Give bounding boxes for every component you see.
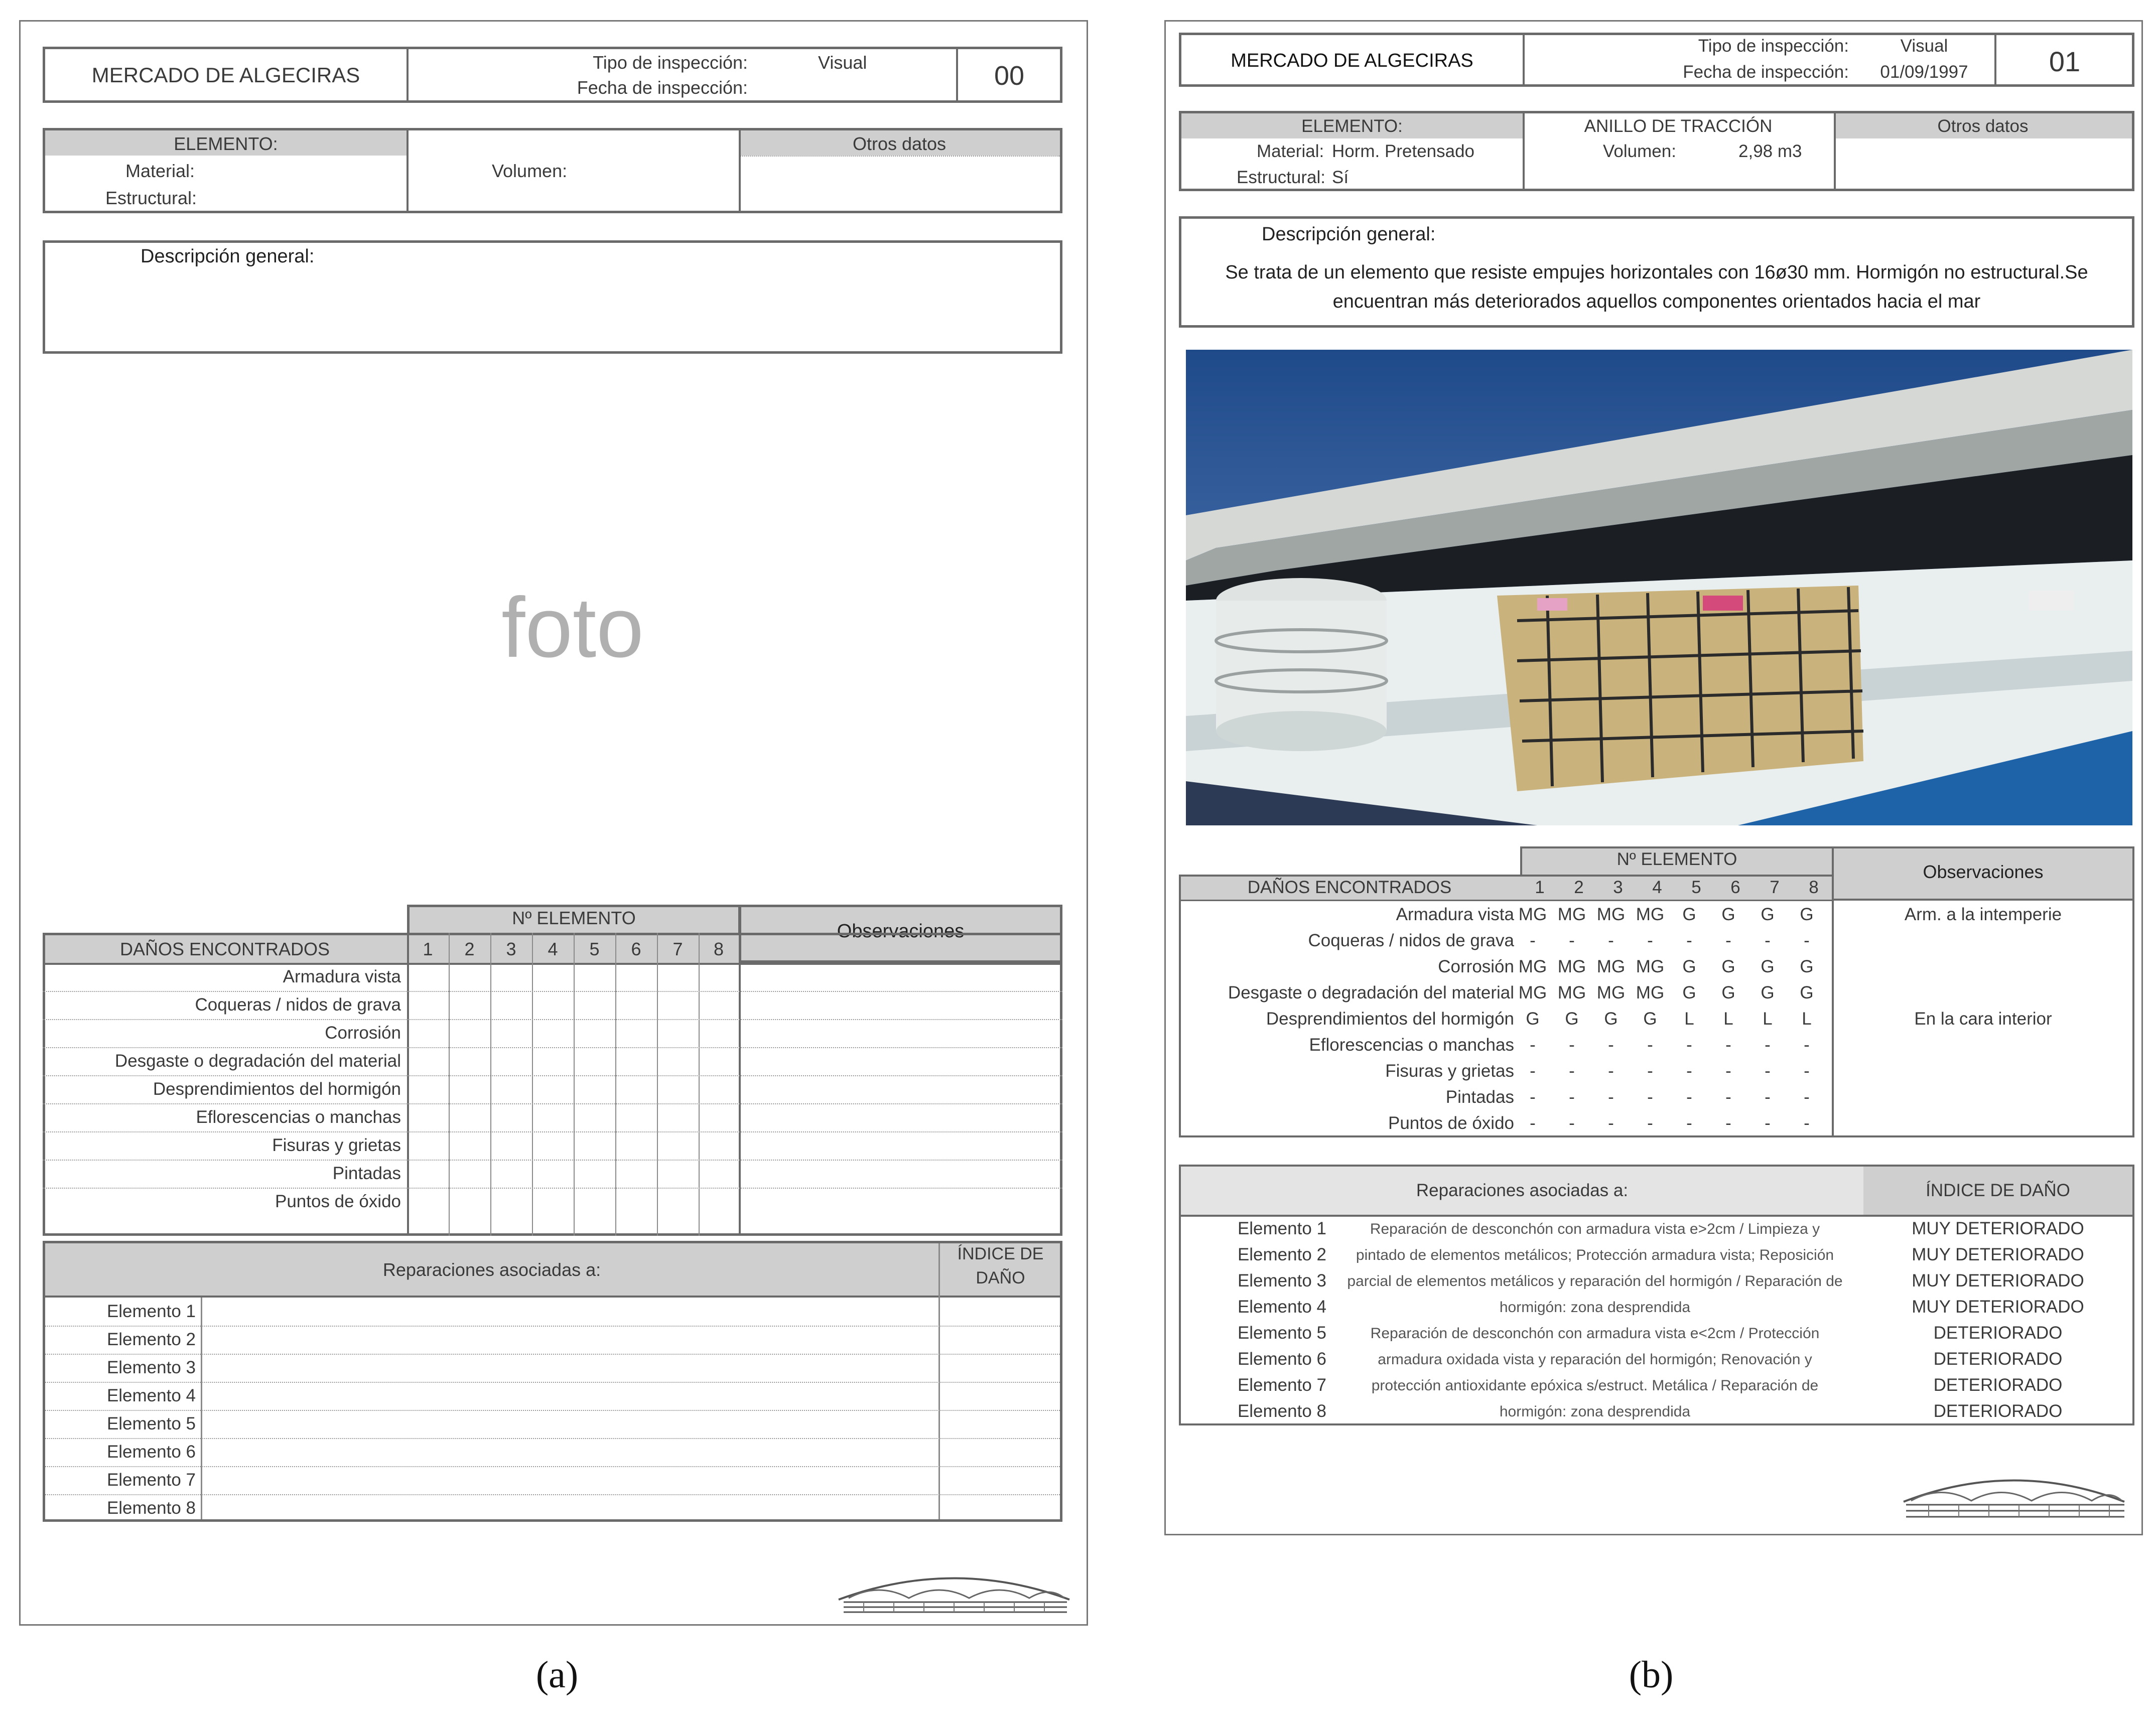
damage-index-value: MUY DETERIORADO: [1912, 1297, 2084, 1317]
sheet-number: 00: [994, 61, 1025, 91]
damage-index-value: DETERIORADO: [1933, 1375, 2063, 1395]
damage-grade-cell: -: [1530, 931, 1536, 950]
damage-grade-cell: G: [1643, 1009, 1657, 1029]
damage-grade-cell: -: [1725, 1113, 1731, 1133]
market-title: MERCADO DE ALGECIRAS: [1231, 50, 1473, 71]
damage-grade-cell: -: [1725, 1035, 1731, 1055]
damage-table: [43, 905, 1062, 1236]
repair-description-line: Reparación de desconchón con armadura vista e<2cm / Protección: [1370, 1325, 1820, 1342]
panel-caption-a: (a): [535, 1654, 579, 1696]
damage-grade-cell: -: [1725, 1087, 1731, 1107]
damage-grade-cell: MG: [1518, 905, 1547, 924]
element-box: [1179, 111, 2134, 191]
damage-grade-cell: -: [1804, 1035, 1810, 1055]
damage-grade-cell: -: [1765, 1113, 1771, 1133]
damage-grade-cell: -: [1608, 1087, 1614, 1107]
damage-grade-cell: -: [1530, 1035, 1536, 1055]
damage-grade-cell: -: [1804, 1061, 1810, 1081]
damage-grade-cell: -: [1686, 931, 1692, 950]
damage-grade-cell: G: [1761, 905, 1775, 924]
damage-grade-cell: -: [1686, 1113, 1692, 1133]
index-header-label: ÍNDICE DE DAÑO: [1926, 1181, 2070, 1200]
volumen-value: 2,98 m3: [1738, 141, 1802, 161]
repair-element-label: Elemento 8: [1237, 1401, 1326, 1421]
damage-grade-cell: -: [1608, 931, 1614, 950]
damage-row-label: Puntos de óxido: [1388, 1113, 1514, 1133]
damage-row-label: Pintadas: [1445, 1087, 1514, 1107]
repair-element-label: Elemento 2: [106, 1330, 196, 1349]
estructural-label: Estructural:: [105, 188, 197, 208]
damage-grade-cell: G: [1721, 905, 1735, 924]
col-number: 5: [589, 939, 600, 959]
damage-grade-cell: G: [1761, 983, 1775, 1002]
description-label: Descripción general:: [1262, 224, 1436, 245]
damage-grade-cell: G: [1682, 905, 1696, 924]
col-number: 6: [1730, 878, 1740, 897]
damage-row-label: Eflorescencias o manchas: [196, 1107, 401, 1127]
damage-grade-cell: MG: [1557, 957, 1586, 976]
repair-description-line: armadura oxidada vista y reparación del hormigón; Renovación y: [1378, 1351, 1812, 1368]
damage-grade-cell: G: [1526, 1009, 1540, 1029]
otros-datos-label: Otros datos: [852, 133, 947, 154]
repair-rows: [1181, 1219, 2132, 1424]
observaciones-label: Observaciones: [837, 921, 965, 942]
damage-row-label: Coqueras / nidos de grava: [1308, 931, 1514, 950]
repair-element-label: Elemento 6: [1237, 1349, 1326, 1369]
col-number: 8: [713, 939, 724, 959]
col-number: 3: [1613, 878, 1623, 897]
damage-grade-cell: -: [1804, 931, 1810, 950]
damage-index-value: MUY DETERIORADO: [1912, 1271, 2084, 1290]
damage-grade-cell: G: [1721, 983, 1735, 1002]
repair-element-label: Elemento 5: [1237, 1323, 1326, 1343]
damage-grade-cell: L: [1684, 1009, 1694, 1029]
damage-grade-cell: -: [1569, 931, 1575, 950]
description-box: [43, 240, 1062, 354]
fecha-inspeccion-value: 01/09/1997: [1880, 62, 1968, 82]
damage-grade-cell: G: [1565, 1009, 1579, 1029]
element-label: ELEMENTO:: [174, 133, 278, 154]
damage-grade-cell: G: [1721, 957, 1735, 976]
description-text: encuentran más deteriorados aquellos componentes orientados hacia el mar: [1332, 291, 1981, 312]
tipo-inspeccion-value: Visual: [818, 52, 867, 73]
estructural-value: Sí: [1332, 168, 1349, 187]
damage-grade-cell: L: [1802, 1009, 1812, 1029]
repair-element-label: Elemento 1: [1237, 1219, 1326, 1238]
repair-element-label: Elemento 2: [1237, 1245, 1326, 1264]
damage-grade-cell: -: [1569, 1035, 1575, 1055]
repair-description-line: protección antioxidante epóxica s/estruct. Metálica / Reparación de: [1371, 1377, 1819, 1394]
photo-placeholder: foto: [501, 580, 644, 675]
damage-row-label: Eflorescencias o manchas: [1309, 1035, 1514, 1055]
repair-element-label: Elemento 1: [106, 1302, 196, 1321]
element-box: [43, 128, 1062, 213]
observaciones-label: Observaciones: [1923, 862, 2044, 882]
repairs-header-label: Reparaciones asociadas a:: [382, 1259, 601, 1280]
damage-row-label: Pintadas: [332, 1164, 401, 1183]
damage-grade-cell: -: [1647, 1035, 1653, 1055]
market-title: MERCADO DE ALGECIRAS: [91, 63, 360, 87]
otros-datos-label: Otros datos: [1937, 116, 2029, 136]
damage-grade-cell: -: [1725, 1061, 1731, 1081]
damage-grade-cell: MG: [1557, 983, 1586, 1002]
damage-grade-cell: -: [1765, 1061, 1771, 1081]
damage-grade-cell: -: [1686, 1087, 1692, 1107]
repair-element-label: Elemento 3: [1237, 1271, 1326, 1290]
damage-grade-cell: G: [1800, 905, 1814, 924]
repairs-table: [1179, 1165, 2134, 1425]
col-number: 8: [1809, 878, 1819, 897]
volumen-label: Volumen:: [1603, 141, 1676, 161]
damage-grade-cell: -: [1647, 1061, 1653, 1081]
damage-grade-cell: -: [1647, 1113, 1653, 1133]
damage-row-label: Desprendimientos del hormigón: [1266, 1009, 1514, 1029]
index-header-label: DAÑO: [976, 1268, 1025, 1287]
damage-index-value: MUY DETERIORADO: [1912, 1245, 2084, 1264]
damage-grade-cell: MG: [1518, 957, 1547, 976]
tipo-inspeccion-label: Tipo de inspección:: [1698, 36, 1849, 56]
market-building-logo: [1899, 1462, 2129, 1522]
repair-element-label: Elemento 4: [106, 1386, 196, 1405]
tipo-inspeccion-label: Tipo de inspección:: [593, 52, 748, 73]
damage-grade-cell: -: [1804, 1113, 1810, 1133]
repair-element-label: Elemento 3: [106, 1358, 196, 1377]
damage-grade-cell: -: [1608, 1035, 1614, 1055]
panel-caption-b: (b): [1629, 1654, 1674, 1696]
damage-grade-cell: -: [1765, 931, 1771, 950]
damage-grade-cell: -: [1569, 1113, 1575, 1133]
damage-row-label: Coqueras / nidos de grava: [195, 995, 401, 1015]
repair-description-line: Reparación de desconchón con armadura vista e>2cm / Limpieza y: [1370, 1221, 1820, 1237]
damage-index-value: DETERIORADO: [1933, 1401, 2063, 1421]
damage-row-label: Corrosión: [1438, 957, 1514, 976]
col-number: 7: [1770, 878, 1780, 897]
damage-grade-cell: G: [1604, 1009, 1618, 1029]
fecha-inspeccion-label: Fecha de inspección:: [577, 77, 748, 98]
repair-element-label: Elemento 5: [106, 1414, 196, 1433]
damage-grade-cell: -: [1804, 1087, 1810, 1107]
damage-grade-cell: -: [1647, 1087, 1653, 1107]
damage-row-label: Armadura vista: [283, 967, 401, 986]
num-elemento-label: Nº ELEMENTO: [512, 908, 636, 928]
damage-grade-cell: -: [1765, 1087, 1771, 1107]
num-elemento-label: Nº ELEMENTO: [1616, 849, 1737, 869]
damage-rows: [1179, 903, 2134, 1137]
col-number: 5: [1691, 878, 1701, 897]
damage-grade-cell: MG: [1636, 983, 1665, 1002]
material-value: Horm. Pretensado: [1332, 141, 1475, 161]
damage-grade-cell: MG: [1636, 957, 1665, 976]
damage-row-label: Fisuras y grietas: [1385, 1061, 1514, 1081]
col-number: 2: [464, 939, 475, 959]
damage-row-label: Fisuras y grietas: [272, 1135, 401, 1155]
repairs-header-label: Reparaciones asociadas a:: [1416, 1181, 1629, 1200]
damage-grade-cell: -: [1608, 1061, 1614, 1081]
damage-grade-cell: G: [1761, 957, 1775, 976]
damage-grade-cell: -: [1686, 1061, 1692, 1081]
col-number: 3: [506, 939, 516, 959]
inspection-sheet-b: [1164, 20, 2143, 1535]
element-photo: [1186, 350, 2132, 825]
damage-grade-cell: -: [1530, 1087, 1536, 1107]
inspection-sheet-a: [19, 20, 1088, 1626]
damages-header-label: DAÑOS ENCONTRADOS: [119, 939, 330, 959]
damage-grade-cell: -: [1725, 931, 1731, 950]
damage-grade-cell: MG: [1518, 983, 1547, 1002]
damage-grade-cell: G: [1800, 983, 1814, 1002]
damage-index-value: DETERIORADO: [1933, 1349, 2063, 1369]
col-number: 1: [423, 939, 433, 959]
element-label: ELEMENTO:: [1301, 116, 1403, 136]
market-building-logo: [834, 1562, 1074, 1617]
fecha-inspeccion-label: Fecha de inspección:: [1683, 62, 1849, 82]
damage-grade-cell: -: [1608, 1113, 1614, 1133]
col-number: 6: [631, 939, 641, 959]
damage-row-label: Desgaste o degradación del material: [1228, 983, 1514, 1002]
damage-index-value: MUY DETERIORADO: [1912, 1219, 2084, 1238]
damage-grade-cell: G: [1682, 983, 1696, 1002]
volumen-label: Volumen:: [492, 161, 568, 181]
damage-grade-cell: -: [1530, 1061, 1536, 1081]
damage-grade-cell: -: [1569, 1061, 1575, 1081]
col-number: 2: [1574, 878, 1584, 897]
damage-grade-cell: MG: [1636, 905, 1665, 924]
sheet-number: 01: [2049, 46, 2081, 77]
col-number: 7: [672, 939, 683, 959]
description-text: Se trata de un elemento que resiste empujes horizontales con 16ø30 mm. Hormigón no estructural.Se: [1225, 262, 2088, 283]
damage-grade-cell: L: [1763, 1009, 1773, 1029]
damage-row-label: Puntos de óxido: [275, 1192, 401, 1211]
index-header-label: ÍNDICE DE: [957, 1244, 1044, 1263]
damage-grade-cell: MG: [1596, 957, 1626, 976]
col-number: 4: [1652, 878, 1662, 897]
damage-row-label: Armadura vista: [1396, 905, 1514, 924]
repair-element-label: Elemento 4: [1237, 1297, 1326, 1317]
material-label: Material:: [125, 161, 195, 181]
damage-grade-cell: G: [1682, 957, 1696, 976]
damage-grade-cell: G: [1800, 957, 1814, 976]
repair-description-line: hormigón: zona desprendida: [1499, 1403, 1691, 1420]
repair-description-line: parcial de elementos metálicos y reparación del hormigón / Reparación de: [1347, 1273, 1843, 1289]
damage-grade-cell: MG: [1596, 905, 1626, 924]
description-label: Descripción general:: [141, 246, 315, 267]
damage-row-label: Desprendimientos del hormigón: [153, 1079, 401, 1099]
repair-description-line: hormigón: zona desprendida: [1499, 1299, 1691, 1316]
material-label: Material:: [1257, 141, 1324, 161]
damage-observation: En la cara interior: [1914, 1009, 2052, 1029]
damage-grade-cell: -: [1569, 1087, 1575, 1107]
repair-description-line: pintado de elementos metálicos; Protección armadura vista; Reposición: [1356, 1247, 1834, 1263]
repair-element-label: Elemento 6: [106, 1442, 196, 1462]
damage-grade-cell: -: [1686, 1035, 1692, 1055]
col-number: 4: [548, 939, 558, 959]
damage-grade-cell: -: [1530, 1113, 1536, 1133]
damage-row-label: Desgaste o degradación del material: [114, 1051, 401, 1071]
damage-index-value: DETERIORADO: [1933, 1323, 2063, 1343]
col-number: 1: [1535, 878, 1545, 897]
element-name: ANILLO DE TRACCIÓN: [1584, 116, 1773, 136]
damage-grade-cell: -: [1647, 931, 1653, 950]
repair-element-label: Elemento 7: [106, 1470, 196, 1490]
estructural-label: Estructural:: [1237, 168, 1325, 187]
description-box: [1179, 216, 2134, 328]
repair-element-label: Elemento 8: [106, 1498, 196, 1518]
damage-observation: Arm. a la intemperie: [1904, 905, 2062, 924]
tipo-inspeccion-value: Visual: [1900, 36, 1948, 56]
header-box: [1179, 33, 2134, 87]
damage-table: [1179, 846, 2134, 1137]
damage-grade-cell: MG: [1596, 983, 1626, 1002]
damage-grade-cell: MG: [1557, 905, 1586, 924]
damage-row-label: Corrosión: [325, 1023, 401, 1043]
damages-header-label: DAÑOS ENCONTRADOS: [1247, 878, 1452, 897]
header-box: [43, 47, 1062, 103]
damage-grade-cell: -: [1765, 1035, 1771, 1055]
damage-grade-cell: L: [1723, 1009, 1733, 1029]
repair-element-label: Elemento 7: [1237, 1375, 1326, 1395]
repairs-table: [43, 1241, 1062, 1522]
